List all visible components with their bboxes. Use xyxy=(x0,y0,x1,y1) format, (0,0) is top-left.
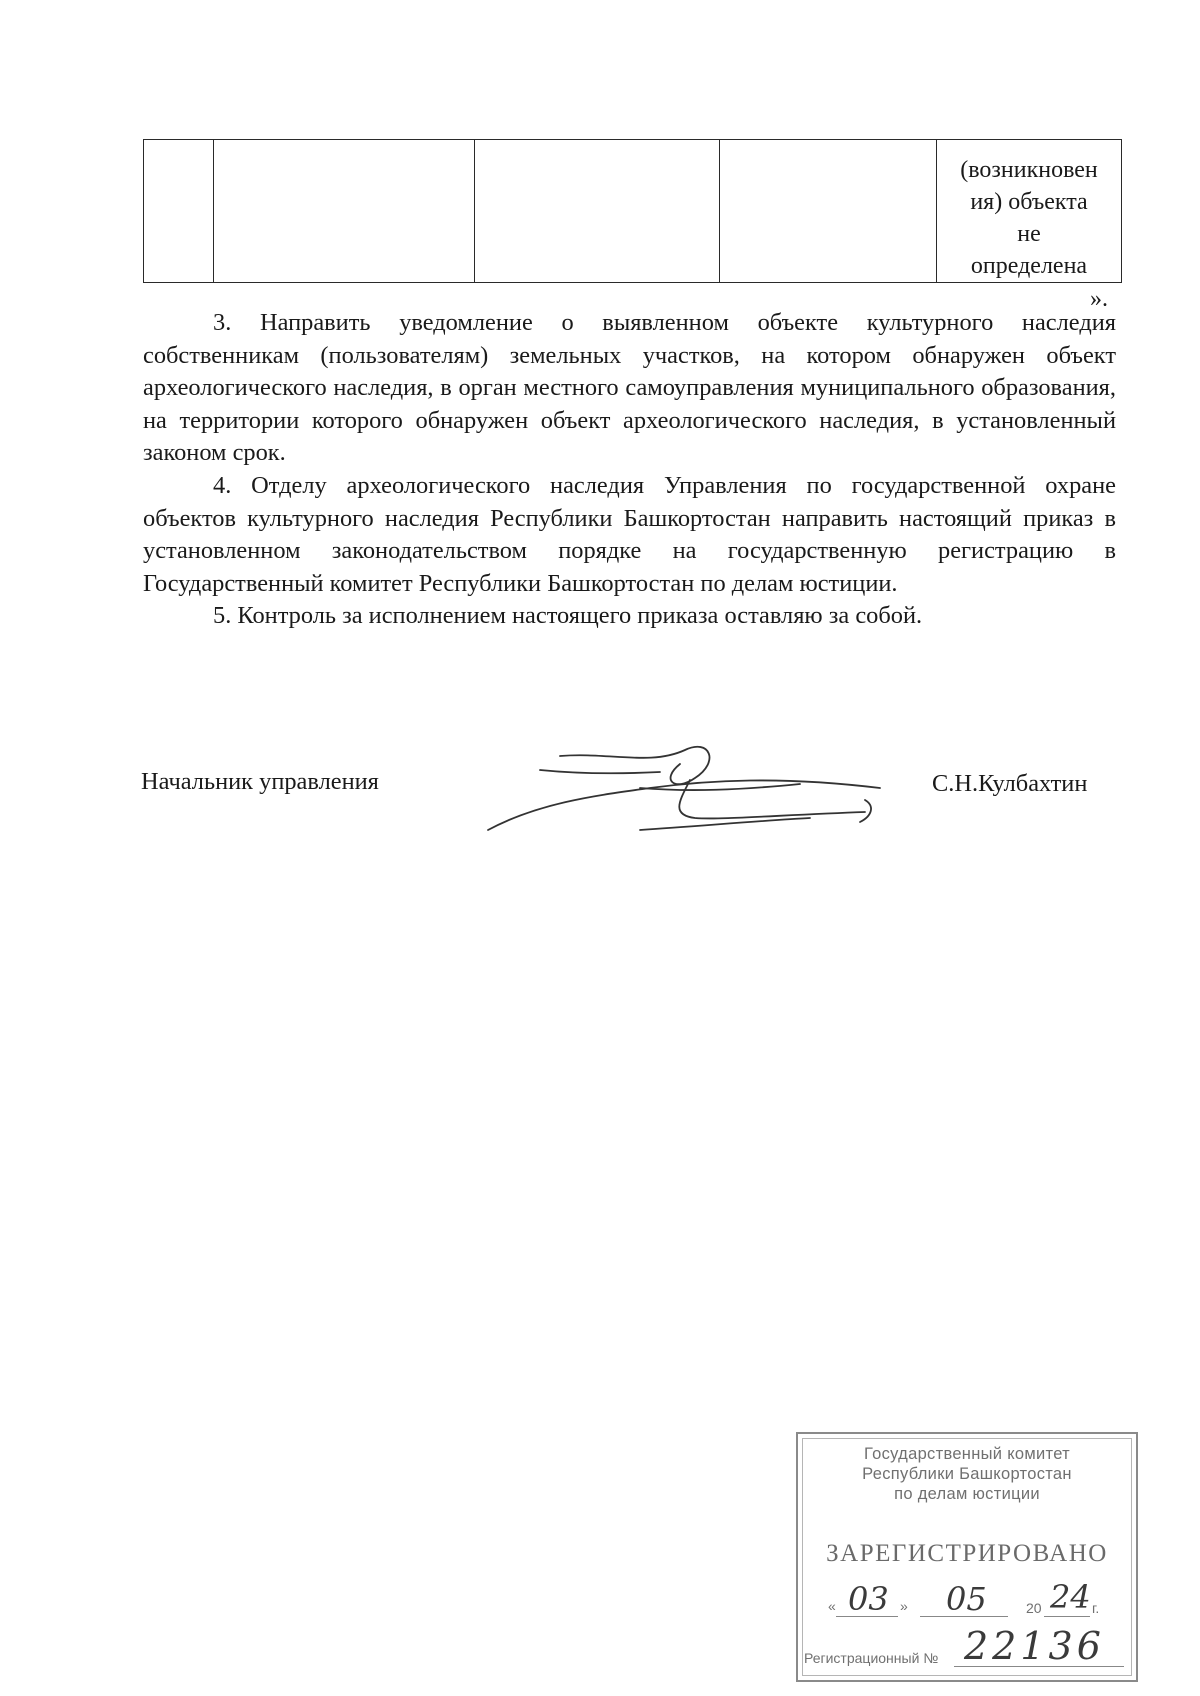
cell-text-line: (возникновен xyxy=(960,157,1098,183)
stamp-org-line: по делам юстиции xyxy=(894,1485,1040,1503)
cell-text-line: ия) объекта xyxy=(970,189,1088,215)
table-fragment xyxy=(143,139,1122,283)
table-cell xyxy=(214,140,475,283)
stamp-organization xyxy=(798,1444,1136,1504)
registration-stamp xyxy=(796,1432,1138,1682)
paragraph-4: 4. Отделу археологического наследия Управления по государственной охране объектов культурного наследия Республики Башкортостан направить настоящий приказ в установленном законодательством порядке на государственную регистрацию в Государственный комитет Республики Башкортостан по делам юстиции. xyxy=(143,471,1116,597)
cell-text-line: не xyxy=(1017,221,1041,247)
date-month: 05 xyxy=(946,1580,987,1618)
document-body xyxy=(143,307,1116,633)
table-cell xyxy=(475,140,720,283)
date-year-line xyxy=(1044,1616,1090,1617)
registration-label: Регистрационный № xyxy=(804,1650,939,1666)
date-open-quote: « xyxy=(828,1598,836,1614)
table-row xyxy=(144,140,1122,283)
date-year-unit: г. xyxy=(1092,1600,1100,1616)
cell-text-line: определена xyxy=(970,253,1088,279)
stamp-org-line: Республики Башкортостан xyxy=(862,1465,1072,1483)
handwritten-signature xyxy=(480,740,900,840)
signer-position: Начальник управления xyxy=(141,768,379,795)
stamp-status: ЗАРЕГИСТРИРОВАНО xyxy=(826,1540,1108,1567)
table-cell xyxy=(720,140,937,283)
paragraph-3: 3. Направить уведомление о выявленном объекте культурного наследия собственникам (пользователям) земельных участков, на котором обнаружен объект археологического наследия, в орган местного самоуправления муниципального образования, на территории которого обнаружен объект археологического наследия, в установленный законом срок. xyxy=(143,309,1116,467)
registration-number: 22136 xyxy=(964,1624,1105,1668)
date-day: 03 xyxy=(848,1580,889,1618)
date-year-prefix: 20 xyxy=(1026,1600,1042,1616)
stamp-org-line: Государственный комитет xyxy=(864,1445,1070,1463)
closing-quote: ». xyxy=(1090,286,1108,312)
date-year: 24 xyxy=(1050,1578,1091,1616)
stamp-registration xyxy=(804,1624,1130,1668)
signer-name: С.Н.Кулбахтин xyxy=(932,770,1088,797)
table-cell xyxy=(144,140,214,283)
stamp-date xyxy=(828,1578,1128,1622)
table-cell-status xyxy=(937,140,1122,283)
paragraph-5: 5. Контроль за исполнением настоящего приказа оставляю за собой. xyxy=(213,602,923,630)
date-close-quote: » xyxy=(900,1598,908,1614)
